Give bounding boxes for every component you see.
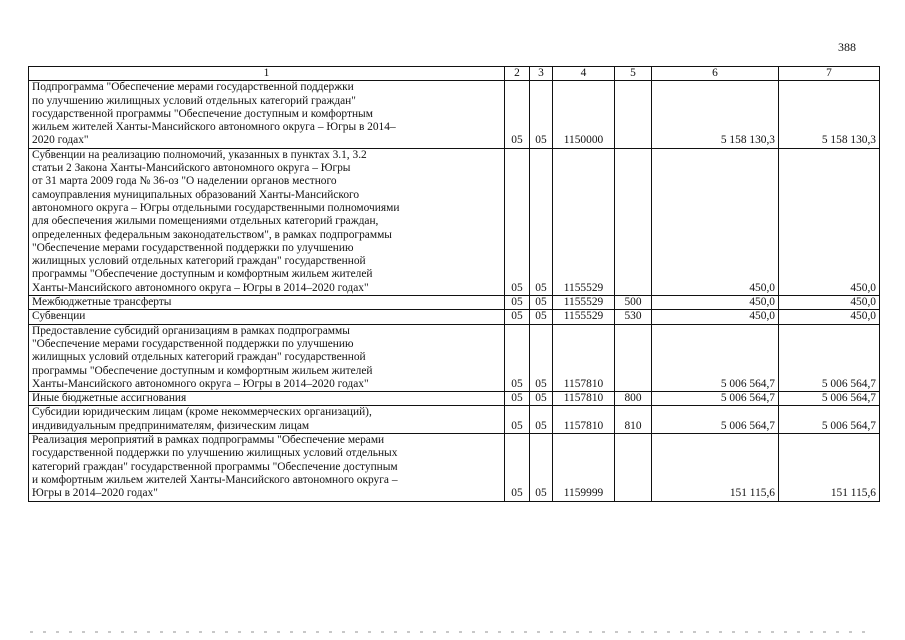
total-cell: 450,0 — [779, 296, 880, 310]
table-row — [29, 406, 880, 434]
row-name-line: Ханты-Мансийского автономного округа – Югры в 2014–2020 годах" — [32, 281, 369, 294]
amount-cell: 450,0 — [652, 148, 779, 295]
amount-cell: 5 006 564,7 — [652, 392, 779, 406]
total-cell: 5 006 564,7 — [779, 406, 880, 434]
total-cell: 5 006 564,7 — [779, 324, 880, 391]
table-row — [29, 434, 880, 501]
row-name-line: программы "Обеспечение доступным и комфортным жильем жителей — [32, 268, 373, 281]
table-row — [29, 148, 880, 295]
target-article-cell: 1150000 — [553, 81, 615, 148]
expense-type-cell: 500 — [615, 296, 652, 310]
section-cell: 05 — [505, 310, 530, 324]
row-name-line: категорий граждан" государственной программы "Обеспечение доступным — [32, 460, 398, 473]
section-cell: 05 — [505, 392, 530, 406]
row-name-line: определенных федеральным законодательством", в рамках подпрограммы — [32, 228, 392, 241]
table-row — [29, 324, 880, 391]
amount-cell: 5 006 564,7 — [652, 406, 779, 434]
section-cell: 05 — [505, 324, 530, 391]
row-name-line: Предоставление субсидий организациям в рамках подпрограммы — [32, 324, 350, 337]
row-name-cell — [29, 148, 505, 295]
subsection-cell: 05 — [530, 310, 553, 324]
row-name-line: программы "Обеспечение доступным и комфортным жильем жителей — [32, 364, 373, 377]
total-cell: 450,0 — [779, 148, 880, 295]
subsection-cell: 05 — [530, 392, 553, 406]
header-cell-6: 6 — [652, 67, 779, 81]
amount-cell: 5 158 130,3 — [652, 81, 779, 148]
table-row — [29, 310, 880, 324]
target-article-cell: 1155529 — [553, 148, 615, 295]
section-cell: 05 — [505, 81, 530, 148]
row-name-line: индивидуальным предпринимателям, физическим лицам — [32, 419, 310, 432]
row-name-line: Подпрограмма "Обеспечение мерами государственной поддержки — [32, 81, 354, 94]
row-name-line: и комфортным жильем жителей Ханты-Мансийского автономного округа – — [32, 473, 398, 486]
row-name-line: Межбюджетные трансферты — [32, 296, 172, 309]
header-cell-2: 2 — [505, 67, 530, 81]
row-name-line: 2020 годах" — [32, 134, 89, 147]
header-cell-1: 1 — [29, 67, 505, 81]
expense-type-cell: 530 — [615, 310, 652, 324]
budget-table — [28, 66, 880, 502]
row-name-cell — [29, 406, 505, 434]
table-row — [29, 296, 880, 310]
expense-type-cell: 800 — [615, 392, 652, 406]
row-name-line: государственной программы "Обеспечение доступным и комфортным — [32, 107, 373, 120]
row-name-line: жильем жителей Ханты-Мансийского автономного округа – Югры в 2014– — [32, 121, 396, 134]
subsection-cell: 05 — [530, 296, 553, 310]
amount-cell: 450,0 — [652, 310, 779, 324]
row-name-line: автономного округа – Югры отдельными государственными полномочиями — [32, 201, 400, 214]
target-article-cell: 1155529 — [553, 296, 615, 310]
target-article-cell: 1157810 — [553, 324, 615, 391]
expense-type-cell — [615, 148, 652, 295]
amount-cell: 450,0 — [652, 296, 779, 310]
total-cell: 151 115,6 — [779, 434, 880, 501]
row-name-line: от 31 марта 2009 года № 36-оз "О наделении органов местного — [32, 175, 337, 188]
row-name-line: Иные бюджетные ассигнования — [32, 392, 187, 405]
expense-type-cell: 810 — [615, 406, 652, 434]
row-name-line: государственной поддержки по улучшению жилищных условий отдельных — [32, 447, 398, 460]
row-name-cell — [29, 392, 505, 406]
row-name-line: "Обеспечение мерами государственной поддержки по улучшению — [32, 337, 354, 350]
subsection-cell: 05 — [530, 406, 553, 434]
scan-artifact — [30, 631, 870, 633]
row-name-line: Реализация мероприятий в рамках подпрограммы "Обеспечение мерами — [32, 434, 385, 447]
row-name-line: Субвенции — [32, 310, 86, 323]
section-cell: 05 — [505, 434, 530, 501]
row-name-line: для обеспечения жилыми помещениями отдельных категорий граждан, — [32, 215, 379, 228]
total-cell: 450,0 — [779, 310, 880, 324]
row-name-line: по улучшению жилищных условий отдельных категорий граждан" — [32, 94, 356, 107]
section-cell: 05 — [505, 406, 530, 434]
target-article-cell: 1159999 — [553, 434, 615, 501]
target-article-cell: 1157810 — [553, 392, 615, 406]
subsection-cell: 05 — [530, 324, 553, 391]
header-cell-5: 5 — [615, 67, 652, 81]
row-name-line: жилищных условий отдельных категорий граждан" государственной — [32, 351, 366, 364]
expense-type-cell — [615, 434, 652, 501]
row-name-cell — [29, 434, 505, 501]
expense-type-cell — [615, 324, 652, 391]
header-cell-3: 3 — [530, 67, 553, 81]
target-article-cell: 1157810 — [553, 406, 615, 434]
total-cell: 5 006 564,7 — [779, 392, 880, 406]
row-name-line: "Обеспечение мерами государственной поддержки по улучшению — [32, 241, 354, 254]
row-name-line: статьи 2 Закона Ханты-Мансийского автономного округа – Югры — [32, 162, 351, 175]
total-cell: 5 158 130,3 — [779, 81, 880, 148]
row-name-line: Субсидии юридическим лицам (кроме некоммерческих организаций), — [32, 406, 372, 419]
amount-cell: 5 006 564,7 — [652, 324, 779, 391]
target-article-cell: 1155529 — [553, 310, 615, 324]
subsection-cell: 05 — [530, 148, 553, 295]
row-name-line: Субвенции на реализацию полномочий, указанных в пунктах 3.1, 3.2 — [32, 148, 367, 161]
row-name-cell — [29, 324, 505, 391]
header-cell-7: 7 — [779, 67, 880, 81]
table-row — [29, 81, 880, 148]
amount-cell: 151 115,6 — [652, 434, 779, 501]
row-name-cell — [29, 296, 505, 310]
row-name-cell — [29, 81, 505, 148]
row-name-line: Югры в 2014–2020 годах" — [32, 487, 158, 500]
table-row — [29, 392, 880, 406]
row-name-line: самоуправления муниципальных образований Ханты-Мансийского — [32, 188, 360, 201]
expense-type-cell — [615, 81, 652, 148]
header-cell-4: 4 — [553, 67, 615, 81]
row-name-cell — [29, 310, 505, 324]
subsection-cell: 05 — [530, 81, 553, 148]
row-name-line: Ханты-Мансийского автономного округа – Югры в 2014–2020 годах" — [32, 377, 369, 390]
subsection-cell: 05 — [530, 434, 553, 501]
table-header-row — [29, 67, 880, 81]
section-cell: 05 — [505, 148, 530, 295]
section-cell: 05 — [505, 296, 530, 310]
page-number: 388 — [838, 40, 856, 54]
row-name-line: жилищных условий отдельных категорий граждан" государственной — [32, 255, 366, 268]
